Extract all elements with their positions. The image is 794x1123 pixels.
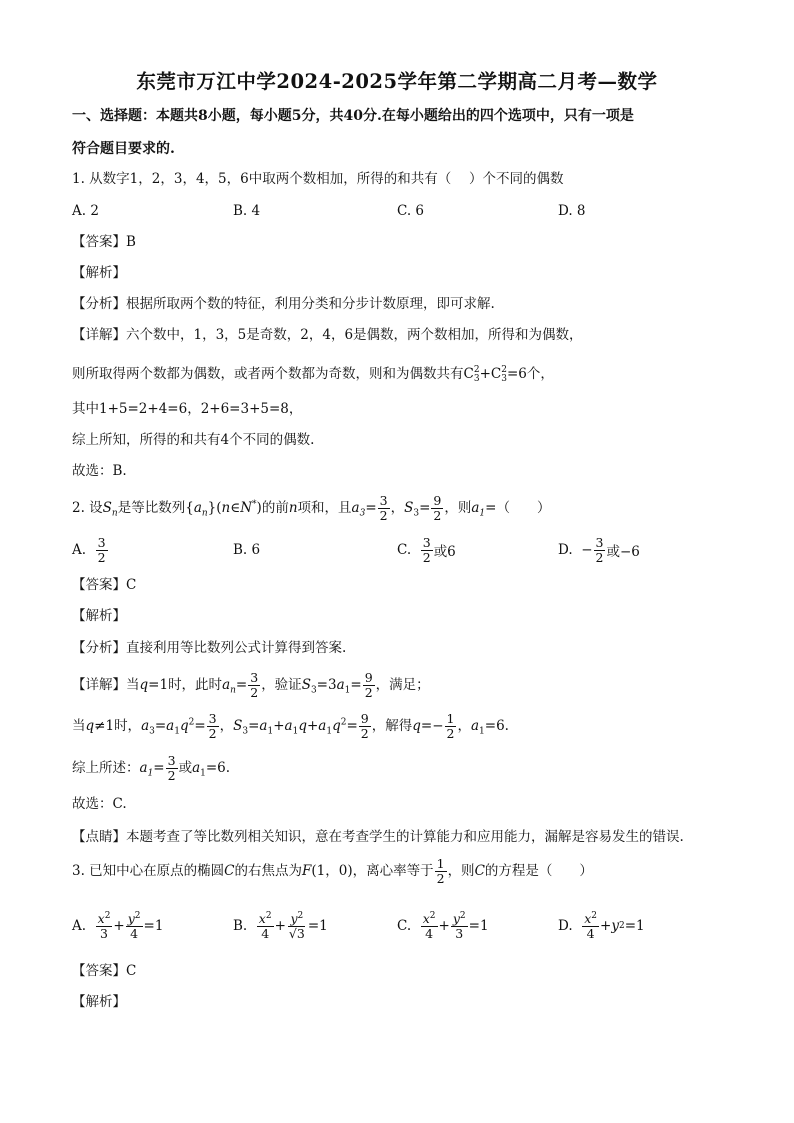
q3-c: C [224, 863, 235, 879]
q2-c-den: 2 [422, 549, 431, 565]
q3-option-a: A. $\frac{x^2}{3}$ + $\frac{y^2}{4}$ =1 [72, 910, 164, 941]
q3-frac: $\frac{1}{2}$ [436, 855, 445, 886]
q1-options [72, 196, 712, 226]
combination-formula: C 2 3 +C 2 3 =6 [463, 364, 527, 384]
q2-d2-a3: $a_3=a_1q^2=$ [141, 717, 206, 737]
q2-d1-post: ，满足； [375, 677, 430, 693]
q2-sequence: $\{a_n\}(n\in N^*)$ [185, 499, 262, 519]
q2-c-tail: 或6 [433, 544, 456, 560]
q2-d1-frac1: $\frac{3}{2}$ [250, 669, 259, 700]
q3-option-b: B. $\frac{x^2}{4}$ + $\frac{y^2}{√3}$ =1 [233, 910, 328, 941]
q3-c2: C [474, 863, 485, 879]
q3-focus: F(1，0) [302, 863, 353, 879]
q2-summary-a1-6: $a_1=6$. [192, 760, 231, 779]
q2-d1-mid: 时，此时 [168, 677, 223, 693]
q3-stem-mid2: ，离心率等于 [352, 863, 434, 879]
q3-options [72, 909, 712, 943]
q2-d2-qne1: q≠1 [85, 718, 115, 734]
q1-fenxi: 【分析】根据所取两个数的特征，利用分类和分步计数原理，即可求解. [72, 296, 495, 312]
q2-d2-frac1: $\frac{3}{2}$ [208, 710, 217, 741]
q2-d1-pre: 【详解】当 [72, 677, 140, 693]
section-instructions-2: 符合题目要求的. [72, 141, 175, 157]
q2-detail-1: 【详解】当 q=1 时，此时 $a_n$ = $\frac{3}{2}$ ，验证 $S_3=3a_1=$ $\frac{9}{2}$ ，满足； [72, 669, 430, 700]
q2-d-num: 3 [595, 534, 604, 550]
q2-d2-mid2: ，解得 [371, 718, 413, 734]
q2-d-den: 2 [595, 549, 604, 565]
q2-stem-mid1: 是等比数列 [117, 500, 186, 516]
q2-fenxi: 【分析】直接利用等比数列公式计算得到答案. [72, 640, 347, 656]
q3-option-d: D. $\frac{x^2}{4}$ + y 2 =1 [558, 910, 645, 941]
q3-stem-mid: 的右焦点为 [234, 863, 303, 879]
q2-stem [72, 493, 734, 523]
q2-detail-2 [72, 710, 734, 742]
q2-jiexi: 【解析】 [72, 608, 126, 624]
q1-option-a: A. 2 [72, 203, 99, 219]
q2-option-c-frac [421, 536, 433, 565]
q2-stem-mid3: 项和，且 [297, 500, 352, 516]
q2-d1-s3: $S_3=3a_1=$ [301, 677, 362, 696]
q2-sn: $S_n$ [102, 500, 118, 519]
q2-d2-mid: 时， [114, 718, 142, 734]
q2-d2-a1: ，$a_1=6$. [457, 718, 509, 737]
q2-stem-end: =（ ） [485, 500, 551, 516]
q2-d2-frac2: $\frac{9}{2}$ [360, 710, 369, 741]
q1-option-c: C. 6 [397, 203, 425, 219]
q2-answer: 【答案】C [72, 577, 137, 593]
q2-options [72, 535, 712, 565]
q2-summary: 综上所述： $a_1$ = $\frac{3}{2}$ 或 $a_1=6$. [72, 752, 231, 783]
q2-s3: ，$S_3=$ [390, 500, 431, 519]
q2-c-num: 3 [422, 534, 431, 550]
q3-stem-pre: 3. 已知中心在原点的椭圆 [72, 863, 225, 879]
q3-stem [72, 855, 734, 887]
q2-a1: $a_1$ [471, 500, 486, 519]
q2-d1-q1: q=1 [139, 677, 169, 693]
q2-d2-q: q=− [412, 718, 444, 734]
q2-n: n [288, 500, 298, 516]
q2-summary-pre: 综上所述： [72, 760, 140, 776]
q2-stem-post: ，则 [444, 500, 472, 516]
q1-detail-2-tail: 个， [526, 366, 554, 382]
q1-detail-2 [72, 363, 734, 385]
section-instructions-1: 一、选择题：本题共8小题，每小题5分，共40分.在每小题给出的四个选项中，只有一项是 [72, 108, 634, 124]
q1-answer: 【答案】B [72, 234, 136, 250]
q3-option-c: C. $\frac{x^2}{4}$ + $\frac{y^2}{3}$ =1 [397, 910, 489, 941]
q1-detail-2-text: 则所取得两个数都为偶数，或者两个数都为奇数，则和为偶数共有 [72, 366, 464, 382]
page-title: 东莞市万江中学2024-2025学年第二学期高二月考—数学 [136, 70, 658, 93]
q2-d2-s3: ，$S_3=a_1+a_1q+a_1q^2=$ [219, 717, 358, 737]
q3-stem-post: ，则 [447, 863, 475, 879]
q3-stem-end: 的方程是（ ） [484, 863, 593, 879]
q1-jiexi: 【解析】 [72, 265, 126, 281]
q1-option-b: B. 4 [233, 203, 261, 219]
q2-choose: 故选：C. [72, 796, 127, 812]
q2-frac-9-2: $\frac{9}{2}$ [433, 492, 442, 523]
q2-summary-a1: $a_1$ [139, 760, 154, 779]
q2-summary-frac: $\frac{3}{2}$ [167, 752, 176, 783]
q2-d-tail: 或−6 [606, 544, 640, 560]
q2-option-c: C. $\frac{3}{2}$ 或6 [397, 534, 456, 565]
q1-choose: 故选：B. [72, 463, 127, 479]
q2-summary-mid: 或 [178, 760, 193, 776]
q2-d1-an: $a_n$ [222, 677, 236, 696]
q1-option-d: D. 8 [558, 203, 586, 219]
q2-dianjing: 【点睛】本题考查了等比数列相关知识，意在考查学生的计算能力和应用能力，漏解是容易发生的错误. [72, 829, 684, 845]
q2-option-a: A. $\frac{3}{2}$ [72, 534, 106, 565]
q2-option-d-frac [594, 536, 606, 565]
q1-stem: 1. 从数字1，2，3，4，5，6中取两个数相加，所得的和共有（ ）个不同的偶数 [72, 171, 564, 187]
q3-jiexi: 【解析】 [72, 994, 126, 1010]
q1-detail-4: 综上所知，所得的和共有4个不同的偶数. [72, 432, 315, 448]
q1-detail-1: 【详解】六个数中，1，3，5是奇数，2，4，6是偶数，两个数相加，所得和为偶数， [72, 327, 583, 343]
q2-stem-mid2: 的前 [261, 500, 289, 516]
q2-stem-pre: 2. 设 [72, 500, 103, 516]
q1-detail-3: 其中1+5=2+4=6，2+6=3+5=8， [72, 401, 303, 417]
q2-a3: $a_3=$ [351, 500, 377, 519]
q2-option-a-frac [96, 536, 108, 565]
q3-answer: 【答案】C [72, 963, 137, 979]
q2-d2-frac3: $\frac{1}{2}$ [446, 710, 455, 741]
q2-a-den: 2 [97, 549, 106, 565]
q2-d1-frac2: $\frac{9}{2}$ [364, 669, 373, 700]
q2-frac-3-2: $\frac{3}{2}$ [379, 492, 388, 523]
q2-option-d: D. − $\frac{3}{2}$ 或−6 [558, 534, 640, 565]
q2-d1-mid2: ，验证 [261, 677, 302, 693]
q2-option-b: B. 6 [233, 542, 261, 558]
q2-d2-pre: 当 [72, 718, 86, 734]
q2-a-num: 3 [97, 534, 106, 550]
